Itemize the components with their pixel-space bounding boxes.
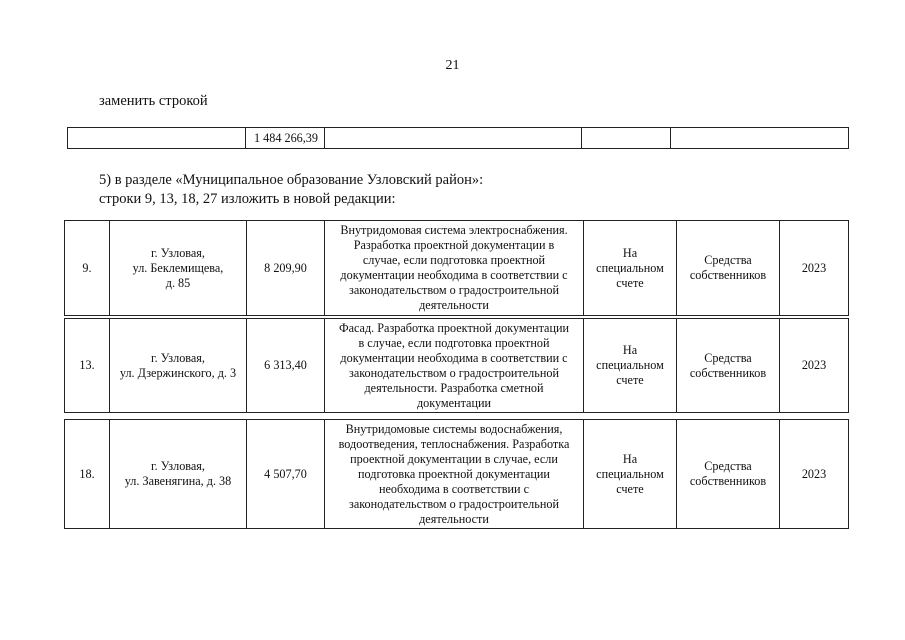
work-line: деятельности [419,298,489,312]
table-row [65,221,849,316]
row-number: 13. [65,319,110,413]
work-line: проектной документации в случае, если [350,451,558,466]
total-value-cell: 1 484 266,39 [246,128,325,149]
funding-line: собственников [689,365,767,380]
account-line: На [622,245,638,260]
account-cell [584,221,677,316]
work-line: документации [416,395,492,410]
funding-line: Средства [704,350,752,365]
address-line: г. Узловая, [151,350,205,365]
year-cell: 2023 [780,221,849,316]
address-line: г. Узловая, [151,245,205,260]
row-table-13 [64,318,849,413]
section-heading: 5) в разделе «Муниципальное образование Узловский район»: [99,172,484,188]
instruction-text: строки 9, 13, 18, 27 изложить в новой редакции: [99,191,396,207]
total-row-table [67,127,849,149]
work-line: законодательством о градостроительной [349,365,559,380]
work-line: Фасад. Разработка проектной документации [338,320,570,335]
address-cell [110,420,247,529]
funding-line: собственников [689,268,767,282]
intro-text: заменить строкой [99,93,208,109]
account-line: На [622,451,638,466]
work-line: необходима в соответствии с [378,481,530,496]
address-line: г. Узловая, [151,459,205,473]
year-cell: 2023 [780,319,849,413]
row-table-9 [64,220,849,316]
row-number: 9. [65,221,110,316]
total-row [68,128,849,149]
work-line: деятельности. Разработка сметной [364,380,544,395]
account-line: счете [616,481,644,496]
work-description-cell [325,319,584,413]
work-line: законодательством о градостроительной [349,496,559,511]
address-cell [110,319,247,413]
work-line: документации необходима в соответствии с [340,268,568,282]
address-line: ул. Завенягина, д. 38 [124,474,232,488]
work-line: случае, если подготовка проектной [362,253,546,267]
account-cell [584,420,677,529]
row-number: 18. [65,420,110,529]
row-table-18 [64,419,849,529]
table-row [65,319,849,413]
account-cell [584,319,677,413]
funding-line: Средства [704,459,752,473]
account-line: специальном [596,358,664,372]
work-line: Внутридомовая система электроснабжения. [340,223,568,237]
funding-line: собственников [689,474,767,488]
funding-cell [677,221,780,316]
funding-cell [677,319,780,413]
work-line: документации необходима в соответствии с [340,350,568,365]
work-line: водоотведения, теплоснабжения. Разработка [338,436,570,451]
work-line: Разработка проектной документации в [353,238,555,252]
cost-cell: 8 209,90 [247,221,325,316]
page-number: 21 [445,58,460,73]
cost-cell: 6 313,40 [247,319,325,413]
total-cell-empty-4 [671,128,849,149]
work-line: подготовка проектной документации [358,466,550,481]
address-cell [110,221,247,316]
work-description-cell [325,221,584,316]
year-cell: 2023 [780,420,849,529]
address-line: ул. Дзержинского, д. 3 [119,365,237,380]
work-line: законодательством о градостроительной [349,283,559,297]
account-line: счете [616,373,644,387]
work-description-cell [325,420,584,529]
table-row [65,420,849,529]
address-line: ул. Беклемищева, [132,260,224,275]
account-line: счете [616,275,644,290]
account-line: специальном [596,260,664,275]
account-line: специальном [596,466,664,481]
work-line: деятельности [419,511,489,526]
work-line: Внутридомовые системы водоснабжения, [345,421,563,436]
work-line: в случае, если подготовка проектной [358,335,550,350]
total-cell-empty-1 [68,128,246,149]
funding-cell [677,420,780,529]
account-line: На [622,343,638,357]
address-line: д. 85 [165,275,191,290]
cost-cell: 4 507,70 [247,420,325,529]
total-cell-empty-3 [582,128,671,149]
funding-line: Средства [704,253,752,267]
total-cell-empty-2 [325,128,582,149]
